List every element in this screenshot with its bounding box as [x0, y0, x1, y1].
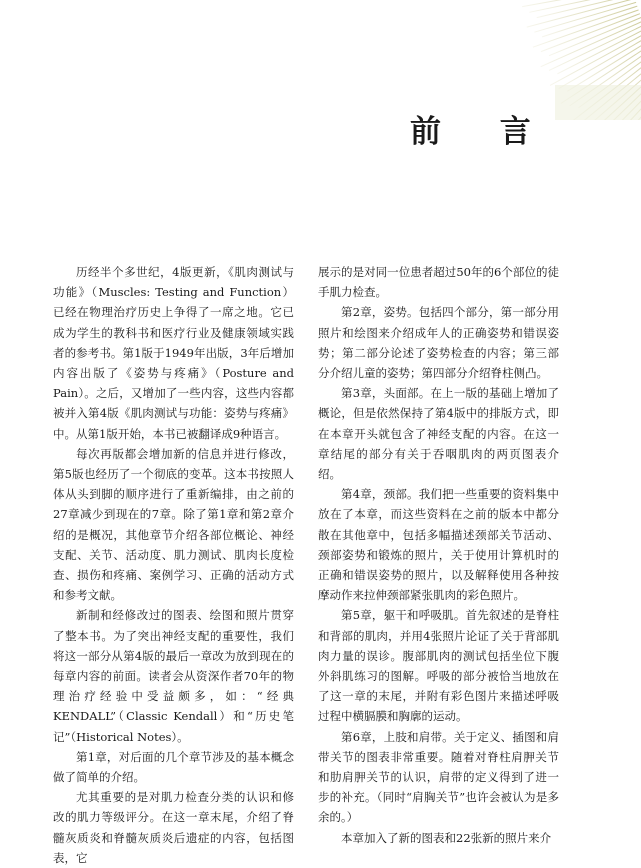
left-column [53, 262, 294, 868]
paragraph: 历经半个多世纪，4版更新，《肌肉测试与功能》（Muscles: Testing and Function）已经在物理治疗历史上争得了一席之地。它已成为学生的教科书和医疗行业及健康领域实践者的参考书。第1版于1949年出版，3年后增加内容出版了《姿势与疼痛》（Posture and Pain）。之后，又增加了一些内容，这些内容都被并入第4版《肌肉测试与功能：姿势与疼痛》中。从第1版开始，本书已被翻译成9种语言。 [53, 265, 294, 441]
paragraph: 每次再版都会增加新的信息并进行修改，第5版也经历了一个彻底的变革。这本书按照人体从头到脚的顺序进行了重新编排，由之前的27章减少到现在的7章。除了第1章和第2章介绍的是概况，其他章节介绍各部位概论、神经支配、关节、活动度、肌力测试、肌肉长度检查、损伤和疼痛、案例学习、正确的活动方式和参考文献。 [53, 446, 294, 603]
paragraph: 新制和经修改过的图表、绘图和照片贯穿了整本书。为了突出神经支配的重要性，我们将这一部分从第4版的最后一章改为放到现在的每章内容的前面。读者会从资深作者70年的物理治疗经验中受益颇多，如：“经典KENDALL”（Classic Kendall）和“历史笔记”（Historical Notes）。 [53, 608, 294, 744]
paragraph: 第3章，头面部。在上一版的基础上增加了概论，但是依然保持了第4版中的排版方式，即在本章开头就包含了神经支配的内容。在这一章结尾的部分有关于吞咽肌肉的两页图表介绍。 [318, 386, 559, 482]
decorative-fan-lines [0, 0, 641, 120]
paragraph: 尤其重要的是对肌力检查分类的认识和修改的肌力等级评分。在这一章末尾，介绍了脊髓灰质炎和脊髓灰质炎后遗症的内容，包括图表，它 [53, 790, 294, 865]
paragraph: 展示的是对同一位患者超过50年的6个部位的徒手肌力检查。 [318, 265, 559, 300]
paragraph: 第4章，颈部。我们把一些重要的资料集中放在了本章，而这些资料在之前的版本中都分散在其他章中，包括多幅描述颈部关节活动、颈部姿势和锻炼的照片，关于使用计算机时的正确和错误姿势的照片，以及解释使用各种按摩动作来拉伸颈部紧张肌肉的彩色照片。 [318, 487, 559, 603]
paragraph: 第2章，姿势。包括四个部分，第一部分用照片和绘图来介绍成年人的正确姿势和错误姿势；第二部分论述了姿势检查的内容；第三部分介绍儿童的姿势；第四部分介绍脊柱侧凸。 [318, 305, 559, 381]
right-column [318, 262, 559, 848]
paragraph: 第6章，上肢和肩带。关于定义、插图和肩带关节的图表非常重要。随着对脊柱肩胛关节和肋肩胛关节的认识，肩带的定义得到了进一步的补充。（同时“肩胸关节”也许会被认为是多余的。） [318, 729, 559, 825]
paragraph: 第1章，对后面的几个章节涉及的基本概念做了简单的介绍。 [53, 749, 294, 785]
paragraph: 第5章，躯干和呼吸肌。首先叙述的是脊柱和背部的肌肉，并用4张照片论证了关于背部肌肉力量的误诊。腹部肌肉的测试包括坐位下腹外斜肌练习的图解。呼吸的部分被恰当地放在了这一章的末尾，并附有彩色图片来描述呼吸过程中横膈膜和胸廓的运动。 [318, 608, 559, 724]
page-title: 前 言 [410, 113, 555, 150]
paragraph: 本章加入了新的图表和22张新的照片来介 [341, 830, 552, 845]
